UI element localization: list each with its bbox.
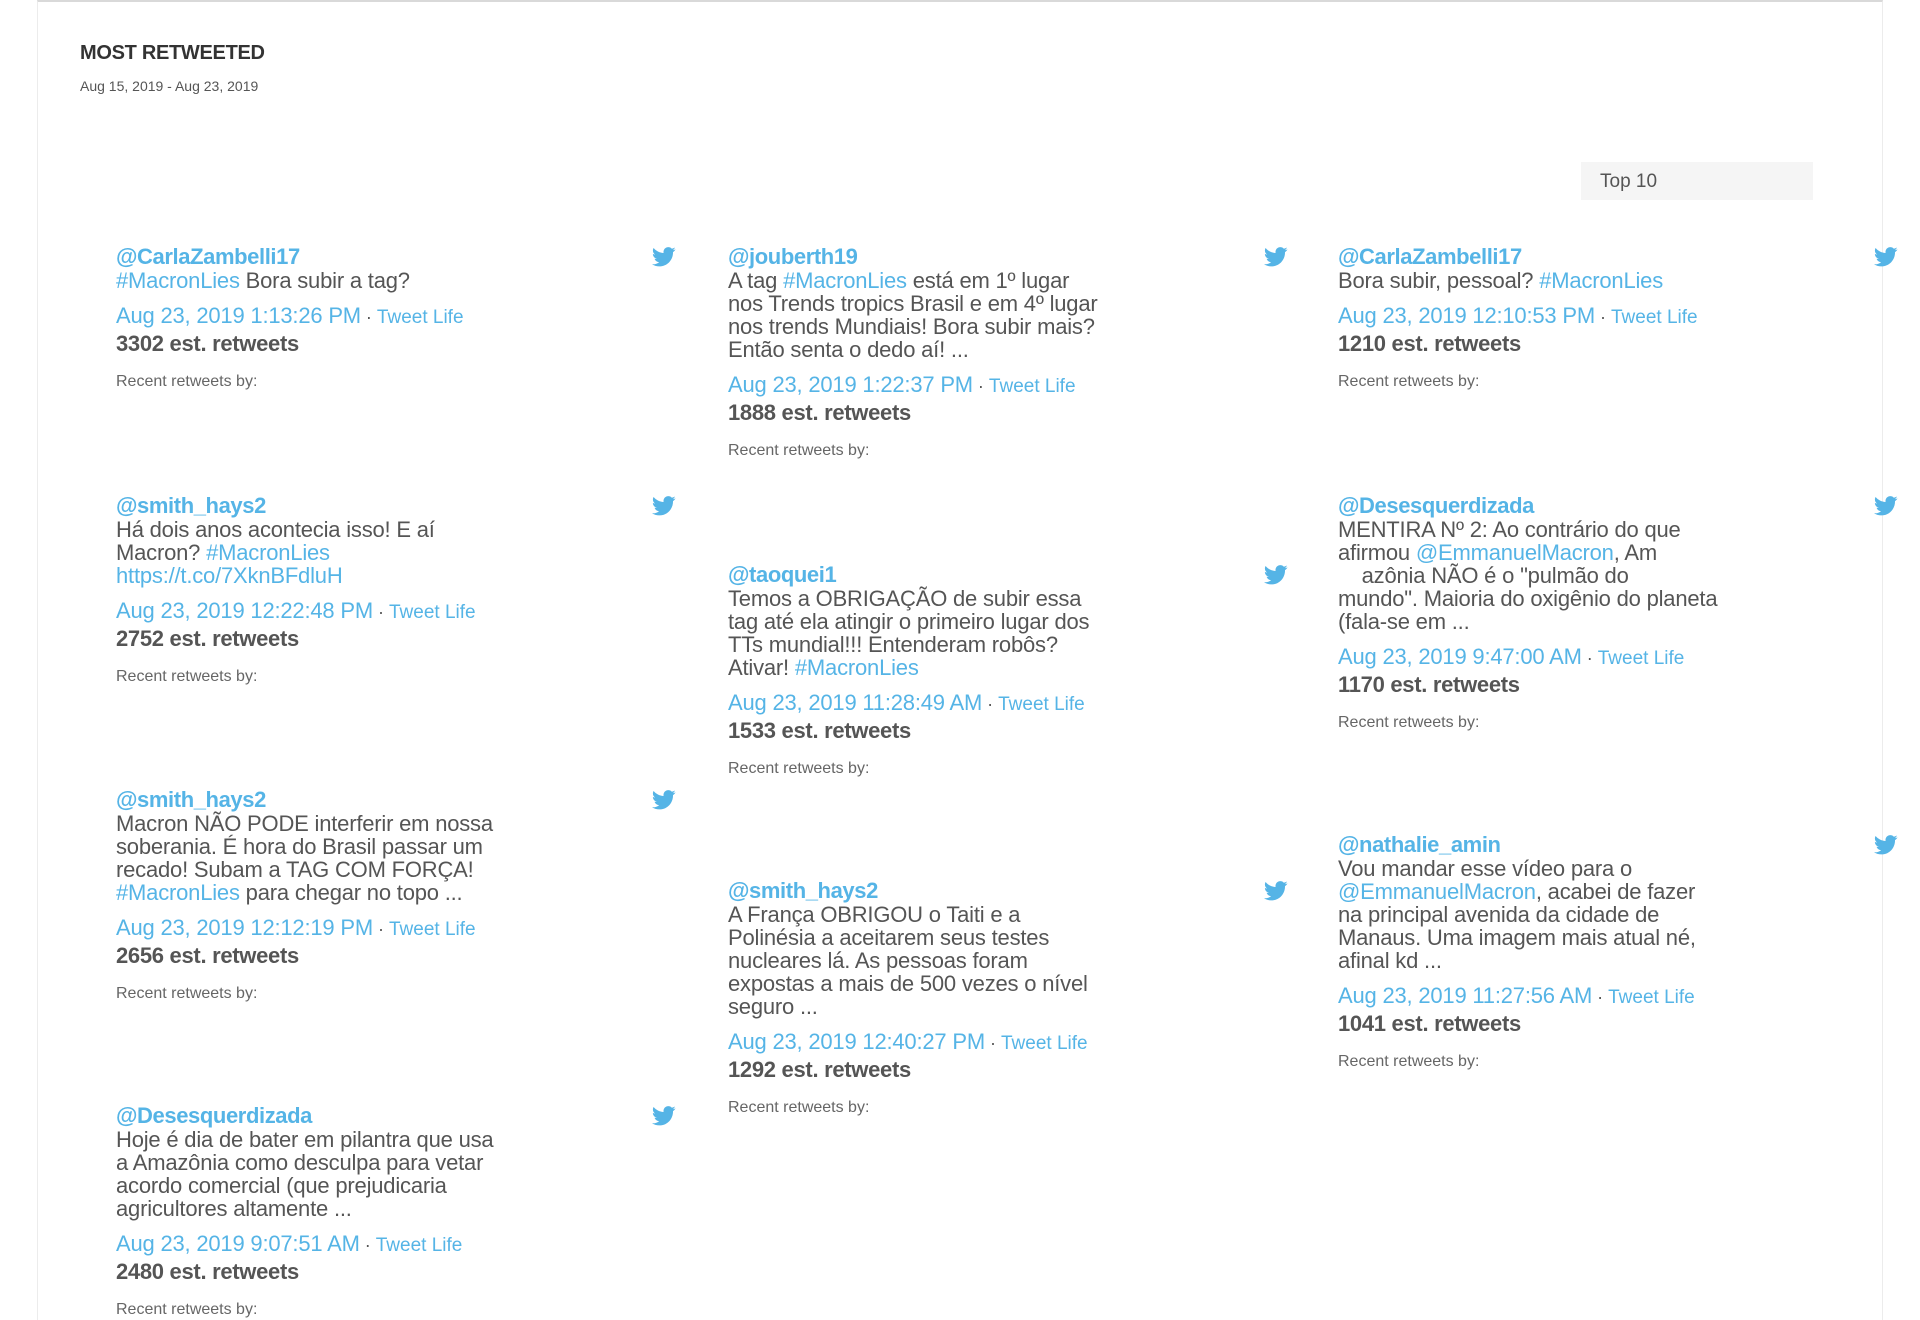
tweet-author-handle[interactable]: @Desesquerdizada	[116, 1103, 313, 1128]
tweet-life-link[interactable]: Tweet Life	[988, 376, 1076, 397]
tweet-author-handle[interactable]: @smith_hays2	[728, 878, 878, 903]
meta-separator: ·	[1592, 987, 1609, 1007]
tweet-text-line	[728, 610, 1158, 633]
tweet-author-handle[interactable]: @jouberth19	[728, 244, 858, 269]
tweet-text-segment: expostas a mais de 500 vezes o nível	[728, 971, 1088, 996]
tweet-text-segment: A França OBRIGOU o Taiti e a	[728, 902, 1021, 927]
tweet-text-segment: afirmou	[1338, 540, 1416, 565]
tweet-text-line	[116, 1174, 546, 1197]
retweet-count: 1210 est. retweets	[1338, 331, 1521, 356]
tweet-card	[1338, 833, 1898, 1071]
tweet-text-segment: para chegar no topo ...	[239, 880, 463, 905]
tweet-life-link[interactable]: Tweet Life	[1597, 648, 1685, 669]
tweet-text-segment: Bora subir, pessoal?	[1338, 268, 1540, 293]
tweet-author-handle[interactable]: @smith_hays2	[116, 787, 266, 812]
tweet-text-line	[116, 564, 546, 587]
twitter-bird-icon[interactable]	[1874, 247, 1898, 267]
panel-title: MOST RETWEETED	[80, 42, 265, 64]
url-link[interactable]: https://t.co/7XknBFdluH	[116, 563, 343, 588]
hashtag-link[interactable]: #MacronLies	[206, 540, 330, 565]
tweet-text-line	[728, 587, 1158, 610]
retweet-count: 1292 est. retweets	[728, 1057, 911, 1082]
tweet-text-segment: MENTIRA Nº 2: Ao contrário do que	[1338, 517, 1681, 542]
hashtag-link[interactable]: #MacronLies	[116, 268, 240, 293]
twitter-bird-icon[interactable]	[1874, 835, 1898, 855]
tweet-text-line	[116, 881, 546, 904]
tweet-life-link[interactable]: Tweet Life	[376, 307, 464, 328]
recent-retweets-label: Recent retweets by:	[1338, 1053, 1480, 1070]
top-n-select[interactable]: Top 10	[1581, 162, 1813, 200]
tweet-text-segment: Então senta o dedo aí! ...	[728, 337, 969, 362]
tweet-text-line	[1338, 610, 1768, 633]
tweet-text-segment: Temos a OBRIGAÇÃO de subir essa	[728, 586, 1082, 611]
tweet-meta	[1338, 303, 1898, 332]
tweet-text-line	[1338, 269, 1768, 292]
tweet-text	[1338, 857, 1768, 972]
tweet-date-link[interactable]: Aug 23, 2019 9:07:51 AM	[116, 1231, 360, 1256]
tweet-text-segment: nos Trends tropics Brasil e em 4º lugar	[728, 291, 1098, 316]
tweet-text-segment: nucleares lá. As pessoas foram	[728, 948, 1028, 973]
retweet-count: 2480 est. retweets	[116, 1259, 299, 1284]
mention-link[interactable]: @EmmanuelMacron	[1338, 879, 1536, 904]
tweet-life-link[interactable]: Tweet Life	[388, 919, 476, 940]
tweet-text	[728, 269, 1158, 361]
tweet-date-link[interactable]: Aug 23, 2019 9:47:00 AM	[1338, 644, 1582, 669]
meta-separator: ·	[1581, 648, 1598, 668]
tweet-text	[116, 269, 546, 292]
tweet-text	[1338, 518, 1768, 633]
tweet-text-line	[1338, 518, 1768, 541]
tweet-text-line	[1338, 949, 1768, 972]
hashtag-link[interactable]: #MacronLies	[794, 655, 919, 680]
meta-separator: ·	[982, 694, 999, 714]
tweet-text-line	[116, 518, 546, 541]
tweet-text-segment: recado! Subam a TAG COM FORÇA!	[116, 857, 474, 882]
tweet-date-link[interactable]: Aug 23, 2019 11:28:49 AM	[728, 690, 983, 715]
tweet-date-link[interactable]: Aug 23, 2019 12:40:27 PM	[728, 1029, 985, 1054]
recent-retweets-label: Recent retweets by:	[1338, 373, 1480, 390]
tweet-text-line	[116, 1197, 546, 1220]
tweet-life-link[interactable]: Tweet Life	[998, 694, 1085, 715]
tweet-card	[116, 494, 676, 686]
tweet-life-link[interactable]: Tweet Life	[1000, 1033, 1088, 1054]
tweet-card	[1338, 245, 1898, 391]
recent-retweets-label: Recent retweets by:	[116, 985, 258, 1002]
tweet-text-segment: a Amazônia como desculpa para vetar	[116, 1150, 484, 1175]
tweet-text-line	[1338, 587, 1768, 610]
tweet-text-segment: agricultores altamente ...	[116, 1196, 352, 1221]
tweet-text-segment: Há dois anos acontecia isso! E aí	[116, 517, 435, 542]
tweet-text	[728, 903, 1158, 1018]
tweet-card	[116, 788, 676, 1003]
tweet-text	[116, 1128, 546, 1220]
tweet-text	[1338, 269, 1768, 292]
tweet-author-handle[interactable]: @smith_hays2	[116, 493, 266, 518]
tweet-card	[1338, 494, 1898, 732]
tweet-text-line	[116, 1128, 546, 1151]
recent-retweets-label: Recent retweets by:	[728, 760, 870, 777]
tweet-author-handle[interactable]: @nathalie_amin	[1338, 832, 1501, 857]
tweet-date-link[interactable]: Aug 23, 2019 11:27:56 AM	[1338, 983, 1593, 1008]
tweet-card	[728, 245, 1288, 460]
tweet-text-line	[728, 292, 1158, 315]
retweet-count: 2656 est. retweets	[116, 943, 299, 968]
meta-separator: ·	[984, 1033, 1001, 1053]
retweet-count: 2752 est. retweets	[116, 626, 299, 651]
meta-separator: ·	[372, 602, 389, 622]
tweet-date-link[interactable]: Aug 23, 2019 12:10:53 PM	[1338, 303, 1595, 328]
tweet-text	[116, 518, 546, 587]
tweet-text-segment: nos trends Mundiais! Bora subir mais?	[728, 314, 1095, 339]
tweet-text-segment: está em 1º lugar	[906, 268, 1070, 293]
retweet-count: 1041 est. retweets	[1338, 1011, 1521, 1036]
tweet-text-line	[1338, 564, 1768, 587]
tweet-card	[728, 879, 1288, 1117]
tweet-text-segment: Hoje é dia de bater em pilantra que usa	[116, 1127, 494, 1152]
tweet-card	[116, 245, 676, 391]
retweet-count: 1170 est. retweets	[1338, 672, 1520, 697]
tweet-text-segment: Vou mandar esse vídeo para o	[1338, 856, 1633, 881]
tweet-text-line	[1338, 857, 1768, 880]
tweet-text-line	[116, 269, 546, 292]
tweet-text-segment: Macron NÃO PODE interferir em nossa	[116, 811, 493, 836]
tweet-text-segment: , acabei de fazer	[1535, 879, 1696, 904]
tweet-text-segment: soberania. É hora do Brasil passar um	[116, 834, 483, 859]
meta-separator: ·	[359, 1235, 376, 1255]
tweet-date-link[interactable]: Aug 23, 2019 12:12:19 PM	[116, 915, 373, 940]
hashtag-link[interactable]: #MacronLies	[783, 268, 907, 293]
tweet-meta	[116, 598, 676, 627]
tweet-meta	[728, 372, 1288, 401]
tweet-life-link[interactable]: Tweet Life	[375, 1235, 463, 1256]
twitter-bird-icon[interactable]	[652, 247, 676, 267]
tweet-date-link[interactable]: Aug 23, 2019 1:22:37 PM	[728, 372, 973, 397]
tweet-text-segment: TTs mundial!!! Entenderam robôs?	[728, 632, 1058, 657]
tweet-text-segment: Polinésia a aceitarem seus testes	[728, 925, 1050, 950]
tweet-text-segment: mundo". Maioria do oxigênio do planeta	[1338, 586, 1718, 611]
twitter-bird-icon[interactable]	[652, 496, 676, 516]
tweet-text-line	[728, 995, 1158, 1018]
tweet-text-line	[1338, 880, 1768, 903]
recent-retweets-label: Recent retweets by:	[116, 668, 258, 685]
tweet-card	[116, 1104, 676, 1319]
tweet-text-segment: Manaus. Uma imagem mais atual né,	[1338, 925, 1696, 950]
tweet-text	[728, 587, 1158, 679]
twitter-bird-icon[interactable]	[1874, 496, 1898, 516]
tweet-text-segment: afinal kd ...	[1338, 948, 1442, 973]
tweet-author-handle[interactable]: @Desesquerdizada	[1338, 493, 1535, 518]
tweet-meta	[116, 303, 676, 332]
tweet-date-link[interactable]: Aug 23, 2019 12:22:48 PM	[116, 598, 373, 623]
tweet-meta	[1338, 644, 1898, 673]
tweet-text-line	[728, 269, 1158, 292]
tweet-text-line	[116, 541, 546, 564]
retweet-count: 1533 est. retweets	[728, 718, 911, 743]
retweet-count: 1888 est. retweets	[728, 400, 911, 425]
tweet-text-segment: acordo comercial (que prejudicaria	[116, 1173, 447, 1198]
retweet-count: 3302 est. retweets	[116, 331, 299, 356]
tweet-meta	[728, 690, 1288, 719]
recent-retweets-label: Recent retweets by:	[728, 1099, 870, 1116]
tweet-text-segment: na principal avenida da cidade de	[1338, 902, 1660, 927]
tweet-card	[728, 563, 1288, 778]
tweet-meta	[116, 915, 676, 944]
tweet-text-line	[728, 903, 1158, 926]
tweet-life-link[interactable]: Tweet Life	[388, 602, 476, 623]
tweet-meta	[116, 1231, 676, 1260]
tweet-author-handle[interactable]: @taoquei1	[728, 562, 837, 587]
meta-separator: ·	[972, 376, 989, 396]
hashtag-link[interactable]: #MacronLies	[1539, 268, 1664, 293]
tweet-author-handle[interactable]: @CarlaZambelli17	[1338, 244, 1522, 269]
tweet-text-segment: , Am	[1613, 540, 1657, 565]
tweet-text-segment: (fala-se em ...	[1338, 609, 1470, 634]
hashtag-link[interactable]: #MacronLies	[116, 880, 240, 905]
twitter-bird-icon[interactable]	[652, 790, 676, 810]
tweet-text-line	[1338, 903, 1768, 926]
tweet-text-line	[728, 633, 1158, 656]
tweet-text-segment: Ativar!	[728, 655, 795, 680]
tweet-text-line	[1338, 541, 1768, 564]
tweet-life-link[interactable]: Tweet Life	[1610, 307, 1698, 328]
tweet-text-line	[728, 926, 1158, 949]
tweet-text-segment: seguro ...	[728, 994, 818, 1019]
tweet-author-handle[interactable]: @CarlaZambelli17	[116, 244, 300, 269]
recent-retweets-label: Recent retweets by:	[116, 1301, 258, 1318]
tweet-meta	[728, 1029, 1288, 1058]
twitter-bird-icon[interactable]	[652, 1106, 676, 1126]
tweet-text-line	[116, 1151, 546, 1174]
tweet-text-segment: azônia NÃO é o "pulmão do	[1338, 563, 1629, 588]
recent-retweets-label: Recent retweets by:	[728, 442, 870, 459]
tweet-text-line	[728, 315, 1158, 338]
tweet-life-link[interactable]: Tweet Life	[1608, 987, 1695, 1008]
meta-separator: ·	[360, 307, 377, 327]
tweet-text-line	[116, 835, 546, 858]
tweet-meta	[1338, 983, 1898, 1012]
mention-link[interactable]: @EmmanuelMacron	[1415, 540, 1614, 565]
tweet-date-link[interactable]: Aug 23, 2019 1:13:26 PM	[116, 303, 361, 328]
tweet-text-segment: A tag	[728, 268, 784, 293]
recent-retweets-label: Recent retweets by:	[1338, 714, 1480, 731]
tweet-text-line	[728, 949, 1158, 972]
tweet-text-segment: Macron?	[116, 540, 207, 565]
recent-retweets-label: Recent retweets by:	[116, 373, 258, 390]
meta-separator: ·	[1594, 307, 1611, 327]
tweet-text-line	[728, 972, 1158, 995]
tweet-text-segment: Bora subir a tag?	[239, 268, 410, 293]
date-range: Aug 15, 2019 - Aug 23, 2019	[80, 78, 259, 94]
tweet-text	[116, 812, 546, 904]
twitter-bird-icon[interactable]	[1264, 247, 1288, 267]
twitter-bird-icon[interactable]	[1264, 881, 1288, 901]
tweet-text-segment: tag até ela atingir o primeiro lugar dos	[728, 609, 1090, 634]
tweet-text-line	[116, 858, 546, 881]
tweet-text-line	[1338, 926, 1768, 949]
meta-separator: ·	[372, 919, 389, 939]
tweet-text-line	[728, 656, 1158, 679]
tweet-text-line	[728, 338, 1158, 361]
twitter-bird-icon[interactable]	[1264, 565, 1288, 585]
tweet-text-line	[116, 812, 546, 835]
